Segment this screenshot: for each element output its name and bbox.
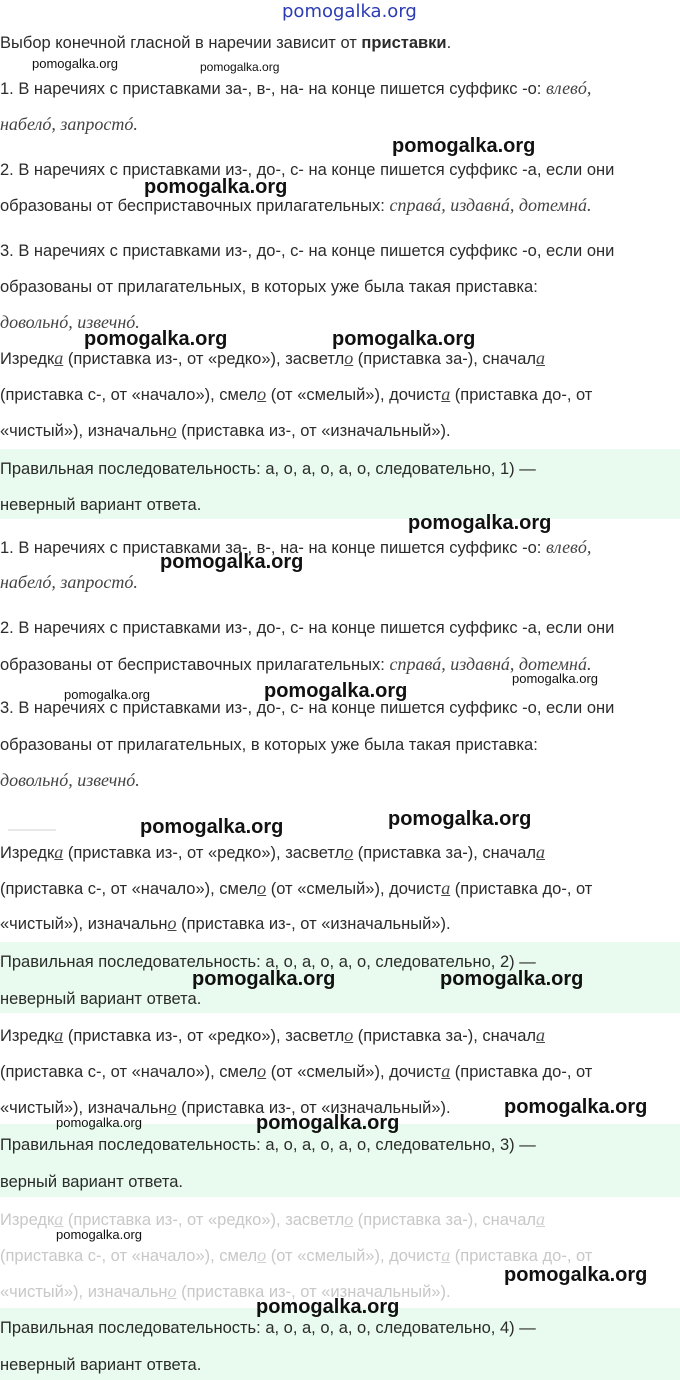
watermark: pomogalka.org: [392, 135, 536, 157]
rule-2-line-1: 2. В наречиях с приставками из-, до-, с- на конце пишется суффикс -а, если они: [0, 161, 615, 179]
rule-2b-line-1: 2. В наречиях с приставками из-, до-, с- на конце пишется суффикс -а, если они: [0, 619, 615, 637]
watermark: pomogalka.org: [512, 671, 598, 686]
answer-3-line-2: верный вариант ответа.: [0, 1173, 183, 1191]
analysis-1-line-3: «чистый»), изначально (приставка из-, от «изначальный»).: [0, 420, 451, 440]
analysis-4-line-3: «чистый»), изначально (приставка из-, от «изначальный»).: [0, 1281, 451, 1301]
rule-3b-line-2: образованы от прилагательных, в которых уже была такая приставка:: [0, 736, 538, 754]
rule-3-line-2: образованы от прилагательных, в которых уже была такая приставка:: [0, 278, 538, 296]
answer-1-line-1: Правильная последовательность: а, о, а, о, а, о, следовательно, 1) —: [0, 460, 536, 478]
rule-1-line-2: набелó, запростó.: [0, 114, 138, 134]
answer-2-line-2: неверный вариант ответа.: [0, 990, 202, 1008]
answer-4-line-1: Правильная последовательность: а, о, а, о, а, о, следовательно, 4) —: [0, 1319, 536, 1337]
watermark: pomogalka.org: [264, 680, 408, 702]
answer-2-line-1: Правильная последовательность: а, о, а, о, а, о, следовательно, 2) —: [0, 953, 536, 971]
watermark: pomogalka.org: [256, 1112, 400, 1134]
rule-1b-line-1: 1. В наречиях с приставками за-, в-, на- на конце пишется суффикс -о: влевó,: [0, 537, 592, 557]
rule-1b-line-2: набелó, запростó.: [0, 572, 138, 592]
watermark: pomogalka.org: [140, 816, 284, 838]
analysis-4-line-2: (приставка с-, от «начало»), смело (от «смелый»), дочиста (приставка до-, от: [0, 1245, 593, 1265]
watermark: pomogalka.org: [64, 687, 150, 702]
rule-3-example: довольнó, извечнó.: [0, 312, 140, 332]
watermark: pomogalka.org: [408, 512, 552, 534]
watermark: pomogalka.org: [56, 1227, 142, 1242]
watermark: pomogalka.org: [56, 1115, 142, 1130]
watermark-top: pomogalka.org: [282, 1, 417, 22]
watermark: pomogalka.org: [440, 968, 584, 990]
watermark: pomogalka.org: [192, 968, 336, 990]
analysis-1-line-2: (приставка с-, от «начало»), смело (от «смелый»), дочиста (приставка до-, от: [0, 384, 593, 404]
rule-3b-line-1: 3. В наречиях с приставками из-, до-, с- на конце пишется суффикс -о, если они: [0, 699, 615, 717]
watermark: pomogalka.org: [84, 328, 228, 350]
analysis-2-line-1: Изредка (приставка из-, от «редко»), засветло (приставка за-), сначала: [0, 842, 546, 862]
watermark: pomogalka.org: [504, 1096, 648, 1118]
intro-text: Выбор конечной гласной в наречии зависит от приставки.: [0, 34, 452, 52]
rule-2-line-2: образованы от бесприставочных прилагательных: справá, издавнá, дотемнá.: [0, 195, 592, 215]
watermark: pomogalka.org: [388, 808, 532, 830]
watermark: pomogalka.org: [160, 551, 304, 573]
analysis-3-line-3: «чистый»), изначально (приставка из-, от «изначальный»).: [0, 1097, 451, 1117]
rule-2b-line-2: образованы от бесприставочных прилагательных: справá, издавнá, дотемнá.: [0, 654, 592, 674]
answer-4-line-2: неверный вариант ответа.: [0, 1356, 202, 1374]
answer-3-line-1: Правильная последовательность: а, о, а, о, а, о, следовательно, 3) —: [0, 1136, 536, 1154]
analysis-2-line-2: (приставка с-, от «начало»), смело (от «смелый»), дочиста (приставка до-, от: [0, 878, 593, 898]
analysis-4-line-1: Изредка (приставка из-, от «редко»), засветло (приставка за-), сначала: [0, 1209, 546, 1229]
watermark: pomogalka.org: [504, 1264, 648, 1286]
watermark: pomogalka.org: [32, 56, 118, 71]
watermark: pomogalka.org: [256, 1296, 400, 1318]
rule-1-line-1: 1. В наречиях с приставками за-, в-, на- на конце пишется суффикс -о: влевó,: [0, 78, 592, 98]
watermark: pomogalka.org: [332, 328, 476, 350]
watermark: pomogalka.org: [144, 176, 288, 198]
analysis-1-line-1: Изредка (приставка из-, от «редко»), засветло (приставка за-), сначала: [0, 348, 546, 368]
answer-1-line-2: неверный вариант ответа.: [0, 496, 202, 514]
divider: [8, 829, 56, 831]
analysis-3-line-1: Изредка (приставка из-, от «редко»), засветло (приставка за-), сначала: [0, 1025, 546, 1045]
rule-3b-example: довольнó, извечнó.: [0, 770, 140, 790]
watermark: pomogalka.org: [200, 60, 280, 74]
rule-3-line-1: 3. В наречиях с приставками из-, до-, с- на конце пишется суффикс -о, если они: [0, 242, 615, 260]
analysis-3-line-2: (приставка с-, от «начало»), смело (от «смелый»), дочиста (приставка до-, от: [0, 1061, 593, 1081]
analysis-2-line-3: «чистый»), изначально (приставка из-, от «изначальный»).: [0, 913, 451, 933]
